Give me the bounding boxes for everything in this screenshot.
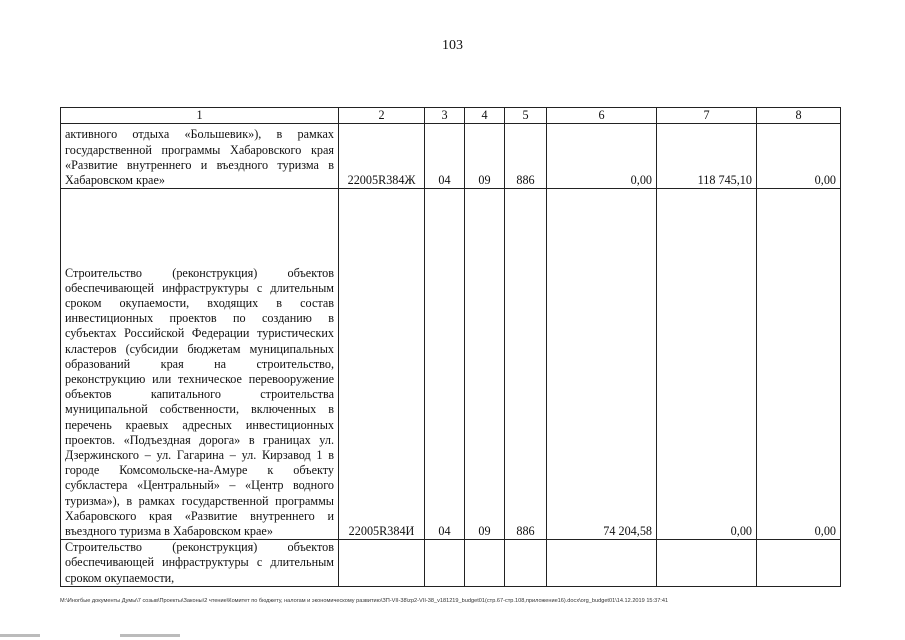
amount-col7: 0,00: [657, 189, 757, 540]
column-header: 4: [465, 108, 505, 124]
table-row: [61, 124, 841, 189]
target-code: [339, 540, 425, 587]
table-row: [61, 189, 841, 540]
target-code: 22005R384Ж: [339, 124, 425, 189]
document-path-footer: M:\Иногбые документы Думы\7 созыв\Проекты\Законы\2 чтение\Комитет по бюджету, налогам и экономическому развитию\ЗП-VII-38\zp2-VII-38_v181219_budget01(стр.67-стр.108,приложение16).docx\org_budget01\14.12.2019 15:37:41: [60, 598, 669, 604]
expense-type-code: 886: [505, 189, 547, 540]
column-header: 1: [61, 108, 339, 124]
amount-col6: 74 204,58: [547, 189, 657, 540]
subsection-code: 09: [465, 189, 505, 540]
target-code: 22005R384И: [339, 189, 425, 540]
page-number: 103: [442, 38, 463, 53]
scan-artifact: [120, 634, 180, 637]
column-header: 2: [339, 108, 425, 124]
amount-col8: 0,00: [757, 124, 841, 189]
section-code: 04: [425, 189, 465, 540]
row-description: Строительство (реконструкция) объектов обеспечивающей инфраструктуры с длительным сроком окупаемости, входящих в состав инвестиционных проектов по созданию в субъектах Российской Федерации туристических кластеров (субсидии бюджетам муниципальных образований края на строительство, реконструкцию или техническое перевооружение объектов капитального строительства муниципальной собственности, включенных в перечень краевых адресных инвестиционных проектов. «Подъездная дорога» в границах ул. Дзержинского – ул. Гагарина – ул. Кирзавод 1 в городе Комсомольске-на-Амуре к объекту субкластера «Центральный» – «Центр водного туризма»), в рамках государственной программы Хабаровского края «Развитие внутреннего и въездного туризма в Хабаровском крае»: [61, 189, 339, 540]
amount-col6: 0,00: [547, 124, 657, 189]
amount-col7: [657, 540, 757, 587]
section-code: 04: [425, 124, 465, 189]
budget-table: [60, 107, 841, 587]
subsection-code: [465, 540, 505, 587]
expense-type-code: 886: [505, 124, 547, 189]
row-description: активного отдыха «Большевик»), в рамках государственной программы Хабаровского края «Развитие внутреннего и въездного туризма в Хабаровском крае»: [61, 124, 339, 189]
column-header: 7: [657, 108, 757, 124]
scan-artifact: [0, 634, 40, 637]
section-code: [425, 540, 465, 587]
amount-col8: 0,00: [757, 189, 841, 540]
table-row: [61, 540, 841, 587]
column-header-row: [61, 108, 841, 124]
subsection-code: 09: [465, 124, 505, 189]
amount-col7: 118 745,10: [657, 124, 757, 189]
expense-type-code: [505, 540, 547, 587]
column-header: 8: [757, 108, 841, 124]
amount-col6: [547, 540, 657, 587]
column-header: 6: [547, 108, 657, 124]
row-description: Строительство (реконструкция) объектов обеспечивающей инфраструктуры с длительным сроком окупаемости,: [61, 540, 339, 587]
column-header: 5: [505, 108, 547, 124]
amount-col8: [757, 540, 841, 587]
column-header: 3: [425, 108, 465, 124]
